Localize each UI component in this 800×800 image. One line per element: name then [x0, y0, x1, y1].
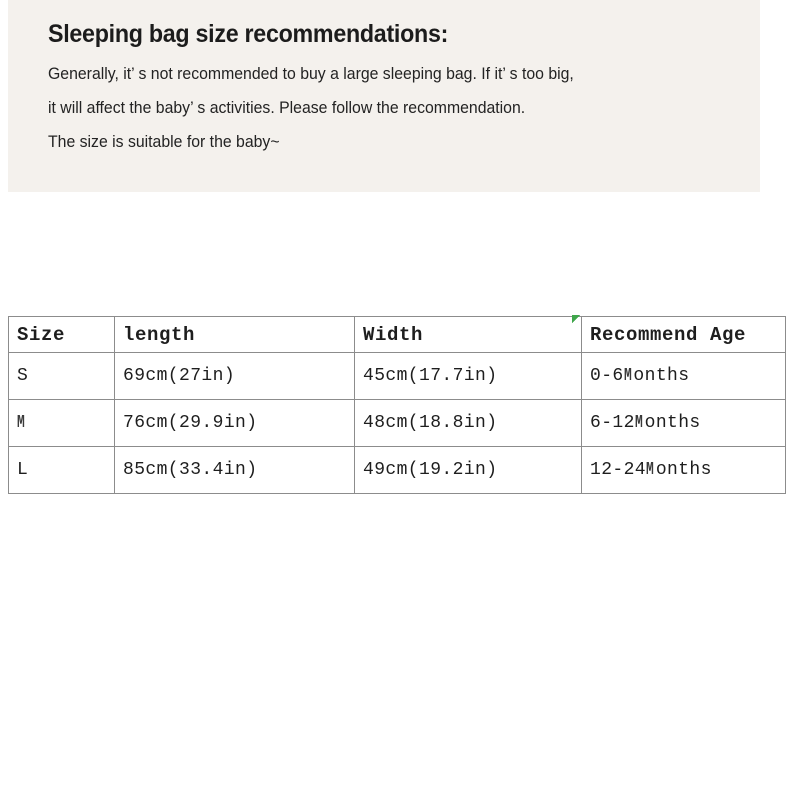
intro-line-2: it will affect the baby’ s activities. Please follow the recommendation. — [48, 98, 526, 117]
age-suffix: onths — [633, 366, 690, 386]
age-suffix: onths — [644, 413, 701, 433]
cell-length: 69cm(27in) — [115, 353, 355, 400]
cell-length: 76cm(29.9in) — [115, 400, 355, 447]
table-row — [9, 447, 786, 494]
table-row — [9, 400, 786, 447]
cell-length: 85cm(33.4in) — [115, 447, 355, 494]
cell-width: 49cm(19.2in) — [355, 447, 582, 494]
cell-recommend-age — [582, 353, 786, 400]
intro-line-1: Generally, it’ s not recommended to buy a large sleeping bag. If it’ s too big, — [48, 64, 574, 83]
intro-line-3: The size is suitable for the baby~ — [48, 132, 280, 151]
size-table — [8, 316, 786, 494]
cell-recommend-age — [582, 447, 786, 494]
column-header-size: Size — [9, 317, 115, 353]
age-month-glyph: M — [646, 460, 654, 480]
column-header-recommend-age: Recommend Age — [582, 317, 786, 353]
age-prefix: 12-24 — [590, 460, 647, 480]
table-header-row — [9, 317, 786, 353]
cell-recommend-age — [582, 400, 786, 447]
age-month-glyph: M — [634, 413, 642, 433]
age-prefix: 6-12 — [590, 413, 635, 433]
intro-banner — [8, 0, 760, 192]
page-title: Sleeping bag size recommendations: — [48, 20, 449, 48]
cell-size: S — [9, 353, 115, 400]
size-table-container — [8, 316, 785, 487]
table-row — [9, 353, 786, 400]
column-header-width: Width — [355, 317, 582, 353]
age-month-glyph: M — [623, 366, 631, 386]
age-suffix: onths — [655, 460, 712, 480]
column-header-length: length — [115, 317, 355, 353]
cell-size — [9, 400, 115, 447]
size-glyph: M — [17, 413, 25, 433]
age-prefix: 0-6 — [590, 366, 624, 386]
cell-width: 45cm(17.7in) — [355, 353, 582, 400]
cell-size: L — [9, 447, 115, 494]
cell-width: 48cm(18.8in) — [355, 400, 582, 447]
